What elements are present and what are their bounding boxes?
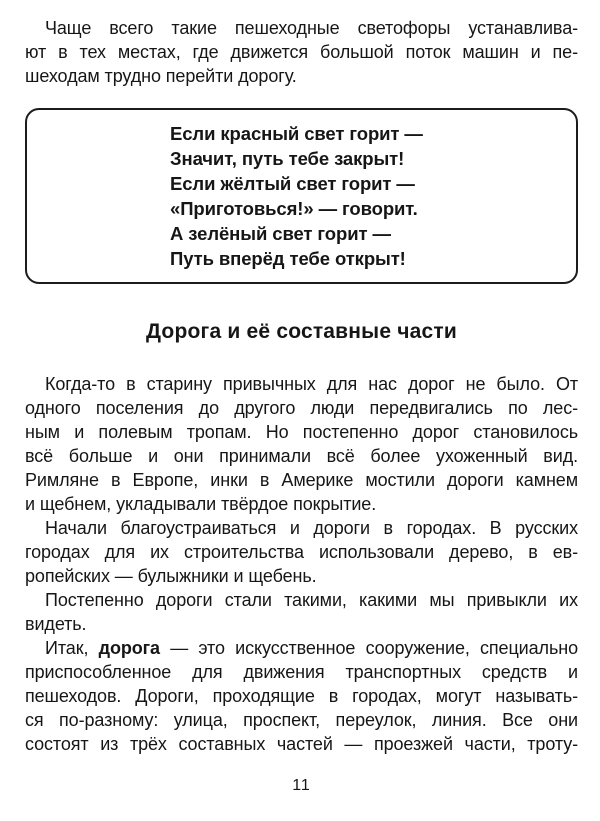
road-definition-prefix: Итак, [45,638,99,658]
text-line: всё больше и они принимали всё более ухоженный вид. [25,446,578,466]
poem-box [25,108,578,284]
text-line: ным и полевым тропам. Но постепенно дорог становилось [25,422,578,442]
text-line [25,636,578,660]
text-line: и щебнем, укладывали твёрдое покрытие. [25,494,377,514]
text-line: городах для их строительства использовали дерево, в ев- [25,542,578,562]
text-line: Если красный свет горит — [170,123,423,144]
text-line: А зелёный свет горит — [170,223,391,244]
cities-paragraph [25,516,578,588]
text-line: «Приготовься!» — говорит. [170,198,418,219]
text-line: ропейских — булыжники и щебень. [25,566,317,586]
text-line: Если жёлтый свет горит — [170,173,415,194]
page-number: 11 [292,777,311,794]
text-line: Значит, путь тебе закрыт! [170,148,405,169]
text-line: одного поселения до другого люди передвигались по лес- [25,398,578,418]
history-paragraph [25,372,578,516]
text-line: приспособленное для движения транспортных средств и [25,662,578,682]
poem [170,121,566,271]
road-term: дорога [98,638,160,658]
text-line: шеходам трудно перейти дорогу. [25,66,297,86]
text-line: видеть. [25,614,87,634]
text-line: Когда-то в старину привычных для нас дорог не было. От [45,374,578,394]
text-line: ся по-разному: улица, проспект, переулок, линия. Все они [25,710,578,730]
road-definition-lines [25,660,578,756]
section-title: Дорога и её составные части [146,320,457,343]
text-line: пешеходов. Дороги, проходящие в городах, могут называть- [25,686,578,706]
text-line: Путь вперёд тебе открыт! [170,248,406,269]
road-definition-suffix: — это искусственное сооружение, специально [159,638,578,658]
text-line: состоят из трёх составных частей — проезжей части, троту- [25,734,578,754]
road-definition-paragraph [25,636,578,756]
gradual-paragraph [25,588,578,636]
text-line: Постепенно дороги стали такими, какими мы привыкли их [45,590,578,610]
text-line: ют в тех местах, где движется большой поток машин и пе- [25,42,578,62]
text-line: Чаще всего такие пешеходные светофоры устанавлива- [45,18,578,38]
intro-paragraph [25,16,578,88]
text-line: Начали благоустраиваться и дороги в городах. В русских [45,518,578,538]
text-line: Римляне в Европе, инки в Америке мостили дороги камнем [25,470,578,490]
